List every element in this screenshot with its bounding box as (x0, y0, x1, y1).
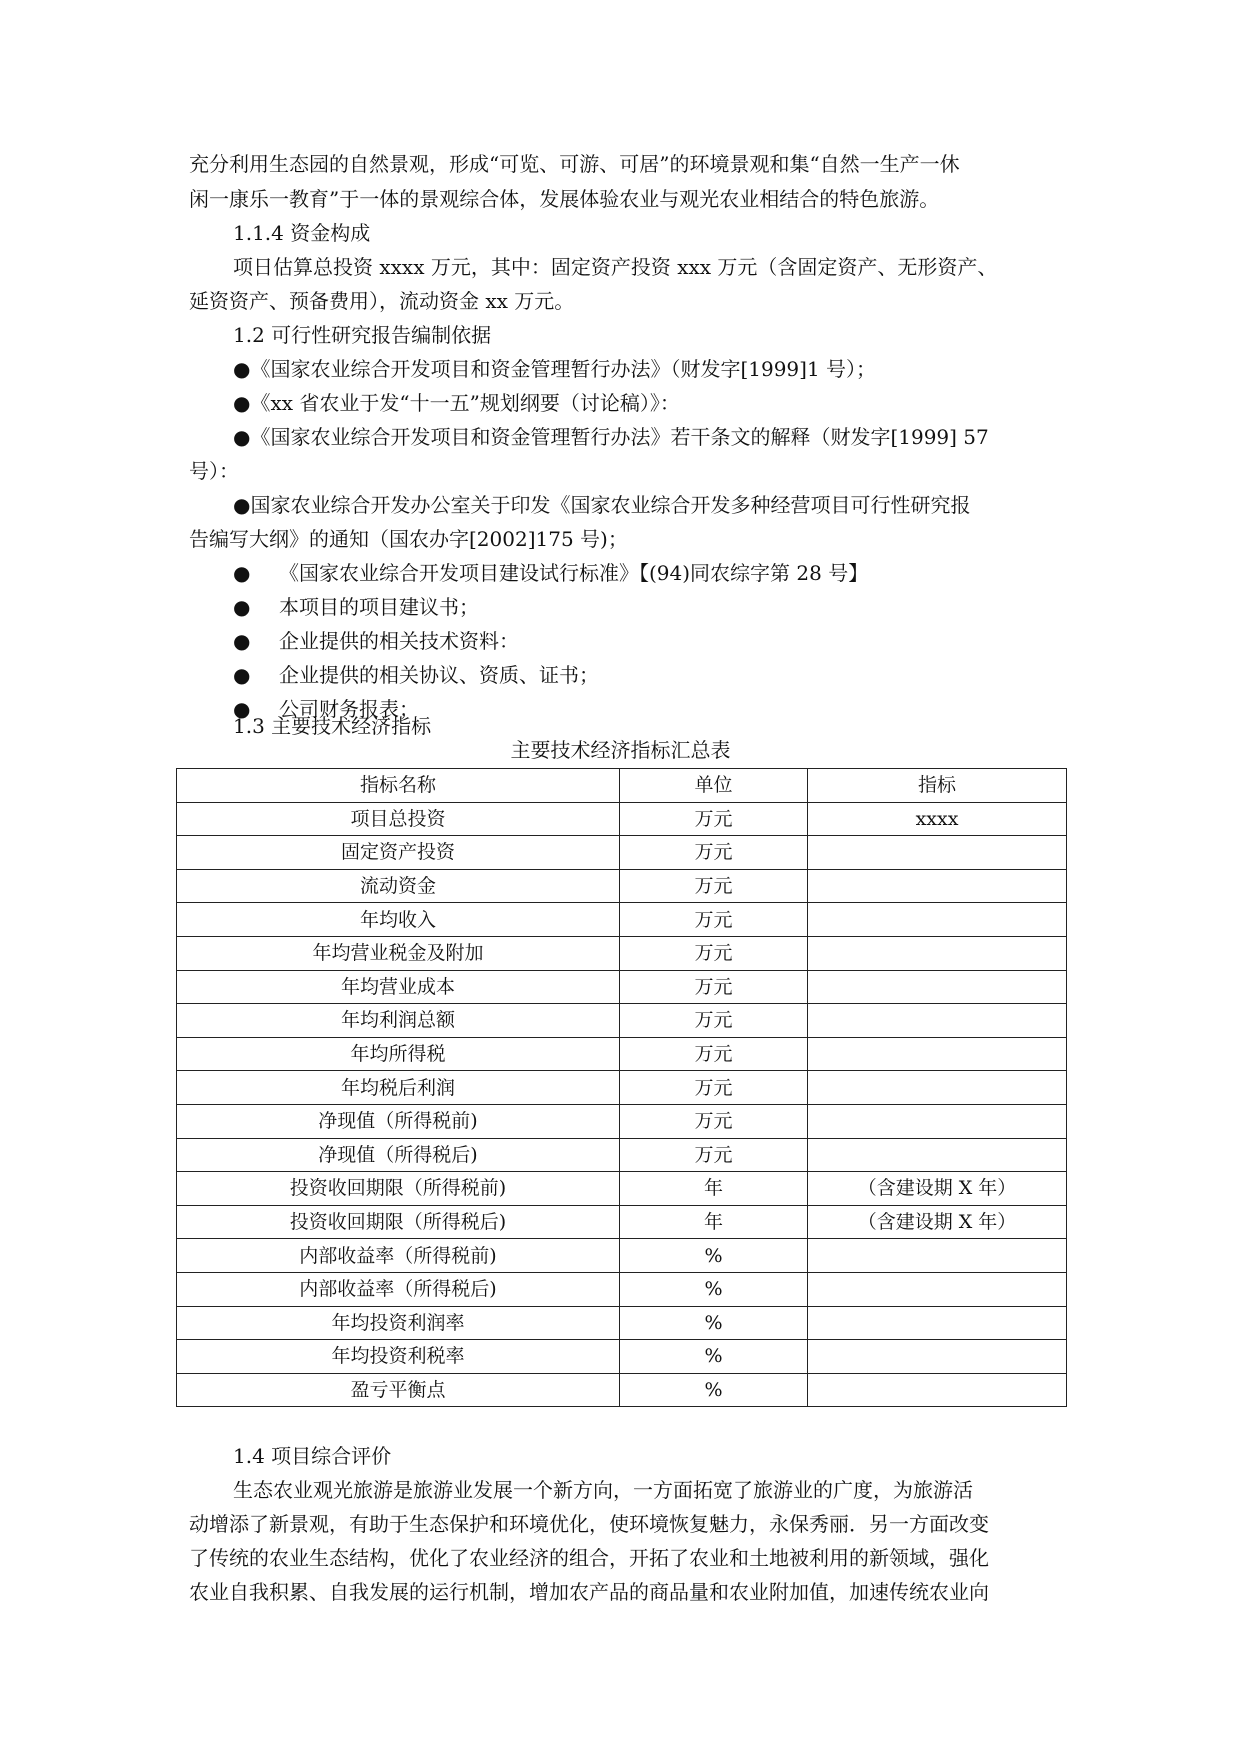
funding-para-line-2: 延资资产、预备费用），流动资金 xx 万元。 (189, 289, 575, 313)
cell-indicator-name: 净现值（所得税前) (177, 1104, 620, 1138)
bullet-icon: ● (233, 595, 251, 619)
basis-list-text: 本项目的项目建议书； (279, 595, 479, 619)
table-row (177, 970, 1067, 1004)
cell-unit: 万元 (620, 1071, 808, 1105)
cell-value: （含建设期 X 年） (808, 1172, 1067, 1206)
cell-unit: 万元 (620, 970, 808, 1004)
cell-value (808, 1373, 1067, 1407)
basis-item-continuation: 号）： (189, 459, 239, 483)
cell-unit: % (620, 1306, 808, 1340)
funding-para-line-1: 项日估算总投资 xxxx 万元，其中：固定资产投资 xxx 万元（含固定资产、无形资产、 (233, 255, 998, 279)
basis-list-item (233, 627, 519, 655)
evaluation-line: 生态农业观光旅游是旅游业发展一个新方向，一方面拓宽了旅游业的广度，为旅游活 (233, 1478, 973, 1502)
basis-list-text: 公司财务报表； (279, 697, 419, 721)
bullet-icon: ● (233, 561, 251, 585)
basis-list-item (233, 559, 868, 587)
indicators-heading: 1.3 主要技术经济指标 (233, 714, 432, 738)
cell-indicator-name: 年均投资利税率 (177, 1340, 620, 1374)
column-header-name: 指标名称 (177, 769, 620, 803)
basis-item: ●《国家农业综合开发项目和资金管理暂行办法》（财发字[1999]1 号）； (233, 357, 877, 381)
cell-value: （含建设期 X 年） (808, 1205, 1067, 1239)
cell-unit: % (620, 1340, 808, 1374)
cell-value: xxxx (808, 802, 1067, 836)
cell-indicator-name: 投资收回期限（所得税前) (177, 1172, 620, 1206)
table-row (177, 869, 1067, 903)
cell-value (808, 1071, 1067, 1105)
table-title: 主要技术经济指标汇总表 (510, 738, 731, 762)
table-row (177, 1205, 1067, 1239)
table-row (177, 903, 1067, 937)
cell-unit: 年 (620, 1172, 808, 1206)
table-header-row (177, 769, 1067, 803)
column-header-unit: 单位 (620, 769, 808, 803)
evaluation-line: 了传统的农业生态结构，优化了农业经济的组合，开拓了农业和土地被利用的新领域，强化 (189, 1546, 989, 1570)
cell-unit: % (620, 1239, 808, 1273)
table-row (177, 1340, 1067, 1374)
cell-value (808, 1004, 1067, 1038)
cell-unit: 年 (620, 1205, 808, 1239)
cell-unit: 万元 (620, 1004, 808, 1038)
funding-heading: 1.1.4 资金构成 (233, 221, 371, 245)
table-row (177, 1071, 1067, 1105)
cell-unit: 万元 (620, 1037, 808, 1071)
cell-indicator-name: 年均收入 (177, 903, 620, 937)
cell-value (808, 1340, 1067, 1374)
basis-heading: 1.2 可行性研究报告编制依据 (233, 323, 492, 347)
basis-list-text: 企业提供的相关技术资料： (279, 629, 519, 653)
table-row (177, 836, 1067, 870)
table-row (177, 1037, 1067, 1071)
intro-line-1: 充分利用生态园的自然景观，形成“可览、可游、可居”的环境景观和集“自然一生产一休 (189, 152, 960, 176)
table-row (177, 1138, 1067, 1172)
cell-value (808, 970, 1067, 1004)
basis-list-text: 《国家农业综合开发项目建设试行标准》【(94)同农综字第 28 号】 (279, 561, 869, 585)
basis-list-item (233, 593, 479, 621)
cell-indicator-name: 年均投资利润率 (177, 1306, 620, 1340)
table-row (177, 936, 1067, 970)
cell-indicator-name: 投资收回期限（所得税后) (177, 1205, 620, 1239)
table-row (177, 1373, 1067, 1407)
cell-unit: 万元 (620, 869, 808, 903)
table-row (177, 802, 1067, 836)
bullet-icon: ● (233, 697, 251, 721)
evaluation-line: 动增添了新景观，有助于生态保护和环境优化，使环境恢复魅力，永保秀丽．另一方面改变 (189, 1512, 989, 1536)
cell-indicator-name: 年均营业税金及附加 (177, 936, 620, 970)
cell-indicator-name: 盈亏平衡点 (177, 1373, 620, 1407)
cell-value (808, 936, 1067, 970)
cell-indicator-name: 内部收益率（所得税后) (177, 1272, 620, 1306)
table-row (177, 1272, 1067, 1306)
cell-indicator-name: 年均所得税 (177, 1037, 620, 1071)
cell-value (808, 1037, 1067, 1071)
cell-value (808, 1306, 1067, 1340)
indicators-table (176, 768, 1067, 1407)
cell-unit: % (620, 1272, 808, 1306)
cell-value (808, 869, 1067, 903)
bullet-icon: ● (233, 663, 251, 687)
evaluation-heading: 1.4 项目综合评价 (233, 1444, 392, 1468)
cell-unit: 万元 (620, 1104, 808, 1138)
table-row (177, 1104, 1067, 1138)
cell-unit: 万元 (620, 936, 808, 970)
basis-item: ●国家农业综合开发办公室关于印发《国家农业综合开发多种经营项目可行性研究报 (233, 493, 971, 517)
evaluation-line: 农业自我积累、自我发展的运行机制，增加农产品的商品量和农业附加值，加速传统农业向 (189, 1580, 989, 1604)
cell-value (808, 836, 1067, 870)
basis-item: ●《国家农业综合开发项目和资金管理暂行办法》若干条文的解释（财发字[1999] 57 (233, 425, 989, 449)
cell-value (808, 1239, 1067, 1273)
bullet-icon: ● (233, 629, 251, 653)
cell-unit: % (620, 1373, 808, 1407)
cell-indicator-name: 年均营业成本 (177, 970, 620, 1004)
basis-list-text: 企业提供的相关协议、资质、证书； (279, 663, 599, 687)
cell-value (808, 1104, 1067, 1138)
intro-line-2: 闲一康乐一教育”于一体的景观综合体，发展体验农业与观光农业相结合的特色旅游。 (189, 187, 940, 211)
column-header-value: 指标 (808, 769, 1067, 803)
table-row (177, 1004, 1067, 1038)
cell-unit: 万元 (620, 836, 808, 870)
basis-item: ●《xx 省农业于发“十一五”规划纲要（讨论稿）》： (233, 391, 680, 415)
cell-indicator-name: 年均税后利润 (177, 1071, 620, 1105)
cell-indicator-name: 流动资金 (177, 869, 620, 903)
cell-unit: 万元 (620, 903, 808, 937)
cell-indicator-name: 内部收益率（所得税前) (177, 1239, 620, 1273)
basis-list-item (233, 661, 599, 689)
cell-unit: 万元 (620, 802, 808, 836)
basis-item-continuation: 告编写大纲》的通知（国农办字[2002]175 号)； (189, 527, 628, 551)
cell-value (808, 1138, 1067, 1172)
cell-unit: 万元 (620, 1138, 808, 1172)
cell-value (808, 903, 1067, 937)
cell-indicator-name: 净现值（所得税后) (177, 1138, 620, 1172)
cell-indicator-name: 项目总投资 (177, 802, 620, 836)
table-row (177, 1306, 1067, 1340)
table-row (177, 1239, 1067, 1273)
table-row (177, 1172, 1067, 1206)
cell-indicator-name: 固定资产投资 (177, 836, 620, 870)
cell-value (808, 1272, 1067, 1306)
cell-indicator-name: 年均利润总额 (177, 1004, 620, 1038)
